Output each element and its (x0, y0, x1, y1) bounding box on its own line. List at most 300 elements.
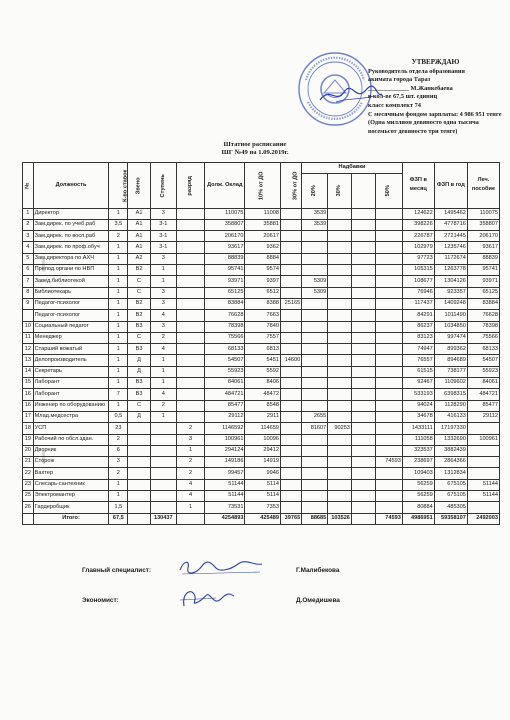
cell-bonus-20 (302, 491, 328, 502)
cell-med-allowance: 206170 (467, 231, 499, 242)
cell-pct10: 6512 (245, 287, 281, 298)
cell-bonus-blank (351, 219, 375, 230)
header-num: № (23, 163, 34, 209)
cell-rate-count: 1 (109, 355, 128, 366)
table-row (23, 298, 500, 309)
cell-link: С (128, 332, 150, 343)
cell-step: 3 (150, 321, 176, 332)
cell-bonus-30 (328, 253, 352, 264)
cell-grade: 3 (176, 434, 204, 445)
cell-salary: 83884 (205, 298, 245, 309)
cell-link: С (128, 400, 150, 411)
chief-specialist-name: Г.Малибекова (296, 567, 340, 574)
cell-grade (176, 400, 204, 411)
cell-fzp-month: 76557 (402, 355, 434, 366)
cell-salary: 484721 (205, 389, 245, 400)
approval-title: УТВЕРЖДАЮ (411, 58, 460, 66)
cell-grade (176, 389, 204, 400)
cell-fzp-month: 102979 (402, 242, 434, 253)
cell-bonus-30 (328, 310, 352, 321)
economist-name: Д.Омедишева (296, 597, 340, 604)
cell-row-number: 25 (23, 491, 34, 502)
cell-link: В3 (128, 389, 150, 400)
cell-pct30 (280, 208, 301, 219)
cell-fzp-month: 398226 (402, 219, 434, 230)
cell-med-allowance: 51144 (467, 479, 499, 490)
cell-bonus-20 (302, 355, 328, 366)
cell-bonus-blank (351, 242, 375, 253)
header-bonus-20: 20% (302, 173, 328, 208)
cell-med-allowance: 68133 (467, 344, 499, 355)
cell-bonus-50 (375, 208, 402, 219)
cell-position-name: Зам.дирек. по проф.обуч (33, 242, 109, 253)
table-row (23, 242, 500, 253)
cell-salary: 68133 (205, 344, 245, 355)
header-fzp-year: ФЗП в год (434, 163, 467, 209)
cell-bonus-blank (351, 253, 375, 264)
cell-position-name: Вахтер (33, 468, 109, 479)
approval-line: акимата города Тараз (368, 76, 431, 84)
cell-rate-count: 6 (109, 445, 128, 456)
cell-bonus-blank (351, 445, 375, 456)
table-row (23, 445, 500, 456)
cell-position-name: Слесарь-сантехник (33, 479, 109, 490)
cell-row-number: 16 (23, 389, 34, 400)
cell-position-name: Лаборант (33, 378, 109, 389)
header-grade: разряд (176, 163, 204, 209)
header-link: Звено (128, 163, 150, 209)
cell-row-number: 7 (23, 276, 34, 287)
table-row (23, 253, 500, 264)
cell-pct30 (280, 445, 301, 456)
cell-rate-count: 2 (109, 434, 128, 445)
cell-fzp-year: 17197330 (434, 423, 467, 434)
cell-fzp-month: 83123 (402, 332, 434, 343)
cell-salary: 85477 (205, 400, 245, 411)
cell-salary: 76628 (205, 310, 245, 321)
cell-pct10: 11008 (245, 208, 281, 219)
cell-bonus-20: 5309 (302, 287, 328, 298)
cell-bonus-50 (375, 479, 402, 490)
cell-fzp-month: 61515 (402, 366, 434, 377)
cell-row-number: 21 (23, 457, 34, 468)
cell-bonus-50 (375, 411, 402, 422)
cell-position-name: Старший вожатый (33, 344, 109, 355)
cell-med-allowance (467, 468, 499, 479)
cell-pct10: 7840 (245, 321, 281, 332)
cell-grade (176, 231, 204, 242)
cell-fzp-month: 111058 (402, 434, 434, 445)
cell-step (150, 445, 176, 456)
cell-link: А1 (128, 219, 150, 230)
cell-bonus-20: 3539 (302, 219, 328, 230)
cell-pct30 (280, 287, 301, 298)
cell-fzp-year: 4778716 (434, 219, 467, 230)
cell-step (150, 491, 176, 502)
cell-med-allowance: 78398 (467, 321, 499, 332)
cell-link: В3 (128, 344, 150, 355)
cell-bonus-50 (375, 276, 402, 287)
table-row (23, 332, 500, 343)
cell-bonus-blank (351, 434, 375, 445)
cell-bonus-30 (328, 411, 352, 422)
cell-pct30 (280, 411, 301, 422)
approval-line: С месячным фондом зарплаты: 4 986 951 тенге (368, 110, 502, 118)
cell-rate-count: 1 (109, 253, 128, 264)
cell-bonus-50 (375, 321, 402, 332)
cell-bonus-30 (328, 468, 352, 479)
cell-fzp-year: 1312834 (434, 468, 467, 479)
cell-bonus-blank (351, 491, 375, 502)
cell-fzp-year: 1304126 (434, 276, 467, 287)
cell-med-allowance: 484721 (467, 389, 499, 400)
header-bonus-30: 30% (328, 173, 352, 208)
cell-fzp-month: 1433111 (402, 423, 434, 434)
cell-grade: 1 (176, 445, 204, 456)
cell-bonus-30 (328, 321, 352, 332)
cell-pct10: 9574 (245, 265, 281, 276)
cell-med-allowance: 75566 (467, 332, 499, 343)
cell-link: А1 (128, 242, 150, 253)
cell-grade: 2 (176, 468, 204, 479)
cell-position-name: Зам.директора по АХЧ (33, 253, 109, 264)
cell-link: Д (128, 411, 150, 422)
table-row (23, 411, 500, 422)
cell-bonus-50 (375, 332, 402, 343)
cell-pct30 (280, 344, 301, 355)
cell-bonus-30 (328, 389, 352, 400)
cell-pct30 (280, 434, 301, 445)
cell-bonus-50 (375, 389, 402, 400)
cell-link: В2 (128, 265, 150, 276)
cell-step: 3-1 (150, 219, 176, 230)
cell-link: В2 (128, 310, 150, 321)
cell-link (128, 479, 150, 490)
cell-bonus-50 (375, 344, 402, 355)
cell-link (128, 457, 150, 468)
cell-pct10: 29412 (245, 445, 281, 456)
cell-bonus-50 (375, 219, 402, 230)
cell-fzp-year: 923357 (434, 287, 467, 298)
cell-position-name: Зам.дирек. по учеб.раб (33, 219, 109, 230)
cell-pct30 (280, 389, 301, 400)
cell-pct10: 20617 (245, 231, 281, 242)
cell-pct10: 5114 (245, 491, 281, 502)
cell-pct30 (280, 265, 301, 276)
cell-grade (176, 253, 204, 264)
cell-bonus-20 (302, 265, 328, 276)
cell-pct30 (280, 491, 301, 502)
table-row (23, 366, 500, 377)
cell-bonus-blank (351, 400, 375, 411)
cell-salary: 78398 (205, 321, 245, 332)
cell-bonus-30 (328, 231, 352, 242)
cell-rate-count: 1 (109, 479, 128, 490)
cell-bonus-20 (302, 378, 328, 389)
cell-med-allowance: 88839 (467, 253, 499, 264)
cell-step: 1 (150, 366, 176, 377)
cell-step (150, 457, 176, 468)
cell-pct10: 7353 (245, 502, 281, 513)
cell-med-allowance: 29112 (467, 411, 499, 422)
cell-med-allowance: 55923 (467, 366, 499, 377)
cell-grade (176, 242, 204, 253)
cell-pct10: 8388 (245, 298, 281, 309)
cell-bonus-30: 103526 (328, 513, 352, 524)
cell-bonus-blank (351, 276, 375, 287)
cell-bonus-50 (375, 445, 402, 456)
cell-bonus-50 (375, 423, 402, 434)
cell-row-number: 12 (23, 344, 34, 355)
cell-pct30 (280, 321, 301, 332)
cell-bonus-blank (351, 423, 375, 434)
cell-bonus-30 (328, 479, 352, 490)
staffing-table (22, 162, 500, 525)
cell-row-number: 18 (23, 423, 34, 434)
cell-med-allowance (467, 423, 499, 434)
cell-salary: 110075 (205, 208, 245, 219)
cell-bonus-20 (302, 468, 328, 479)
cell-bonus-20 (302, 332, 328, 343)
cell-salary: 73531 (205, 502, 245, 513)
cell-bonus-50 (375, 287, 402, 298)
table-row (23, 321, 500, 332)
cell-grade: 1 (176, 502, 204, 513)
cell-bonus-50: 74593 (375, 513, 402, 524)
cell-step: 4 (150, 344, 176, 355)
cell-step (150, 434, 176, 445)
table-total-row (23, 513, 500, 524)
cell-bonus-blank (351, 502, 375, 513)
approval-line: в кол-ве 67,5 шт. единиц (368, 93, 438, 101)
cell-pct30 (280, 310, 301, 321)
table-row (23, 208, 500, 219)
cell-fzp-month: 56259 (402, 491, 434, 502)
cell-bonus-blank (351, 366, 375, 377)
cell-fzp-year: 894689 (434, 355, 467, 366)
cell-row-number: 2 (23, 219, 34, 230)
cell-bonus-20 (302, 310, 328, 321)
cell-bonus-30 (328, 378, 352, 389)
cell-step: 4 (150, 310, 176, 321)
approval-line: класс комплект 74 (368, 101, 421, 109)
cell-bonus-50 (375, 400, 402, 411)
header-med: Леч. пособие (467, 163, 499, 209)
cell-step: 1 (150, 265, 176, 276)
cell-link (128, 434, 150, 445)
cell-link (128, 423, 150, 434)
header-pct10: 10% от ДО (245, 163, 281, 209)
cell-bonus-blank (351, 310, 375, 321)
cell-pct10: 5451 (245, 355, 281, 366)
cell-bonus-50 (375, 491, 402, 502)
table-row (23, 457, 500, 468)
cell-link: А1 (128, 208, 150, 219)
header-count: К-во ставок (109, 163, 128, 209)
cell-fzp-month: 74947 (402, 344, 434, 355)
cell-med-allowance: 93971 (467, 276, 499, 287)
cell-fzp-month: 109403 (402, 468, 434, 479)
cell-position-name: Библиотекарь (33, 287, 109, 298)
cell-bonus-20 (302, 231, 328, 242)
cell-row-number: 9 (23, 298, 34, 309)
cell-position-name: Инженер по оборудованию (33, 400, 109, 411)
cell-salary: 99457 (205, 468, 245, 479)
cell-bonus-20: 2655 (302, 411, 328, 422)
cell-bonus-blank (351, 332, 375, 343)
cell-rate-count: 2 (109, 468, 128, 479)
cell-row-number: 13 (23, 355, 34, 366)
cell-link (128, 513, 150, 524)
cell-grade: 4 (176, 479, 204, 490)
cell-bonus-50 (375, 355, 402, 366)
cell-row-number: 6 (23, 265, 34, 276)
cell-pct10: 8548 (245, 400, 281, 411)
cell-fzp-month: 76946 (402, 287, 434, 298)
table-row (23, 378, 500, 389)
cell-med-allowance (467, 445, 499, 456)
cell-salary: 149186 (205, 457, 245, 468)
cell-med-allowance: 54507 (467, 355, 499, 366)
cell-rate-count: 1 (109, 366, 128, 377)
cell-rate-count: 2 (109, 231, 128, 242)
cell-position-name: Рабочий по обсл.здан. (33, 434, 109, 445)
cell-step: 2 (150, 400, 176, 411)
cell-grade (176, 287, 204, 298)
cell-bonus-20: 3539 (302, 208, 328, 219)
cell-med-allowance: 51144 (467, 491, 499, 502)
cell-bonus-30: 90253 (328, 423, 352, 434)
cell-row-number: 1 (23, 208, 34, 219)
cell-fzp-month: 238697 (402, 457, 434, 468)
cell-position-name: Млад.медсестра (33, 411, 109, 422)
cell-salary: 29112 (205, 411, 245, 422)
cell-link: Д (128, 366, 150, 377)
cell-position-name: Педагог-психолог (33, 310, 109, 321)
cell-link: А2 (128, 253, 150, 264)
cell-fzp-year: 1263778 (434, 265, 467, 276)
cell-rate-count: 3,5 (109, 219, 128, 230)
cell-bonus-blank (351, 457, 375, 468)
cell-med-allowance: 95741 (467, 265, 499, 276)
cell-bonus-blank (351, 468, 375, 479)
cell-bonus-30 (328, 208, 352, 219)
cell-rate-count: 23 (109, 423, 128, 434)
cell-row-number: 19 (23, 434, 34, 445)
cell-rate-count: 1 (109, 287, 128, 298)
cell-pct30 (280, 366, 301, 377)
cell-bonus-blank (351, 355, 375, 366)
table-row (23, 344, 500, 355)
cell-fzp-year: 3882439 (434, 445, 467, 456)
cell-position-name: Итого: (33, 513, 109, 524)
cell-rate-count: 1 (109, 276, 128, 287)
cell-bonus-30 (328, 445, 352, 456)
cell-pct10: 425489 (245, 513, 281, 524)
cell-fzp-month: 86237 (402, 321, 434, 332)
economist-signature (176, 586, 236, 610)
cell-med-allowance: 110075 (467, 208, 499, 219)
cell-bonus-50 (375, 378, 402, 389)
cell-fzp-year: 6398315 (434, 389, 467, 400)
cell-bonus-50 (375, 265, 402, 276)
cell-salary: 65125 (205, 287, 245, 298)
cell-grade (176, 321, 204, 332)
chief-specialist-signature (176, 556, 266, 578)
table-row (23, 276, 500, 287)
cell-row-number: 14 (23, 366, 34, 377)
cell-rate-count: 1 (109, 265, 128, 276)
cell-bonus-20: 81607 (302, 423, 328, 434)
cell-step: 1 (150, 276, 176, 287)
cell-bonus-30 (328, 502, 352, 513)
table-row (23, 219, 500, 230)
cell-fzp-year: 1235746 (434, 242, 467, 253)
cell-step (150, 423, 176, 434)
cell-bonus-30 (328, 219, 352, 230)
cell-position-name: Секретарь (33, 366, 109, 377)
cell-bonus-blank (351, 513, 375, 524)
cell-rate-count: 1 (109, 310, 128, 321)
cell-grade (176, 298, 204, 309)
cell-bonus-blank (351, 378, 375, 389)
cell-step: 3 (150, 208, 176, 219)
cell-pct10: 2911 (245, 411, 281, 422)
cell-pct30: 39765 (280, 513, 301, 524)
table-row (23, 468, 500, 479)
cell-position-name: Завед.библиотекой (33, 276, 109, 287)
cell-fzp-year: 1495462 (434, 208, 467, 219)
approval-line: восемьсот девяносто три тенге) (368, 127, 458, 135)
cell-step: 3 (150, 253, 176, 264)
cell-bonus-50 (375, 310, 402, 321)
cell-bonus-blank (351, 389, 375, 400)
cell-step: 3-1 (150, 231, 176, 242)
header-pct30: 30% от ДО (280, 163, 301, 209)
cell-salary: 51144 (205, 491, 245, 502)
cell-link: В3 (128, 321, 150, 332)
cell-row-number: 11 (23, 332, 34, 343)
cell-pct10: 9946 (245, 468, 281, 479)
cell-med-allowance: 100961 (467, 434, 499, 445)
cell-pct30 (280, 242, 301, 253)
cell-pct30: 14600 (280, 355, 301, 366)
cell-grade (176, 310, 204, 321)
cell-fzp-month: 323537 (402, 445, 434, 456)
cell-bonus-30 (328, 332, 352, 343)
cell-row-number: 5 (23, 253, 34, 264)
cell-fzp-year: 2721445 (434, 231, 467, 242)
cell-salary: 51144 (205, 479, 245, 490)
cell-row-number: 10 (23, 321, 34, 332)
cell-bonus-blank (351, 344, 375, 355)
cell-step: 1 (150, 355, 176, 366)
cell-fzp-year: 1409248 (434, 298, 467, 309)
cell-fzp-month: 105315 (402, 265, 434, 276)
cell-bonus-blank (351, 411, 375, 422)
cell-fzp-year: 1109602 (434, 378, 467, 389)
cell-link: А1 (128, 231, 150, 242)
cell-step (150, 479, 176, 490)
cell-fzp-month: 94024 (402, 400, 434, 411)
cell-pct30 (280, 231, 301, 242)
table-row (23, 434, 500, 445)
cell-bonus-blank (351, 231, 375, 242)
cell-link: Д (128, 355, 150, 366)
cell-fzp-year: 485305 (434, 502, 467, 513)
chief-specialist-label: Главный специалист: (82, 567, 152, 574)
cell-bonus-20: 88685 (302, 513, 328, 524)
